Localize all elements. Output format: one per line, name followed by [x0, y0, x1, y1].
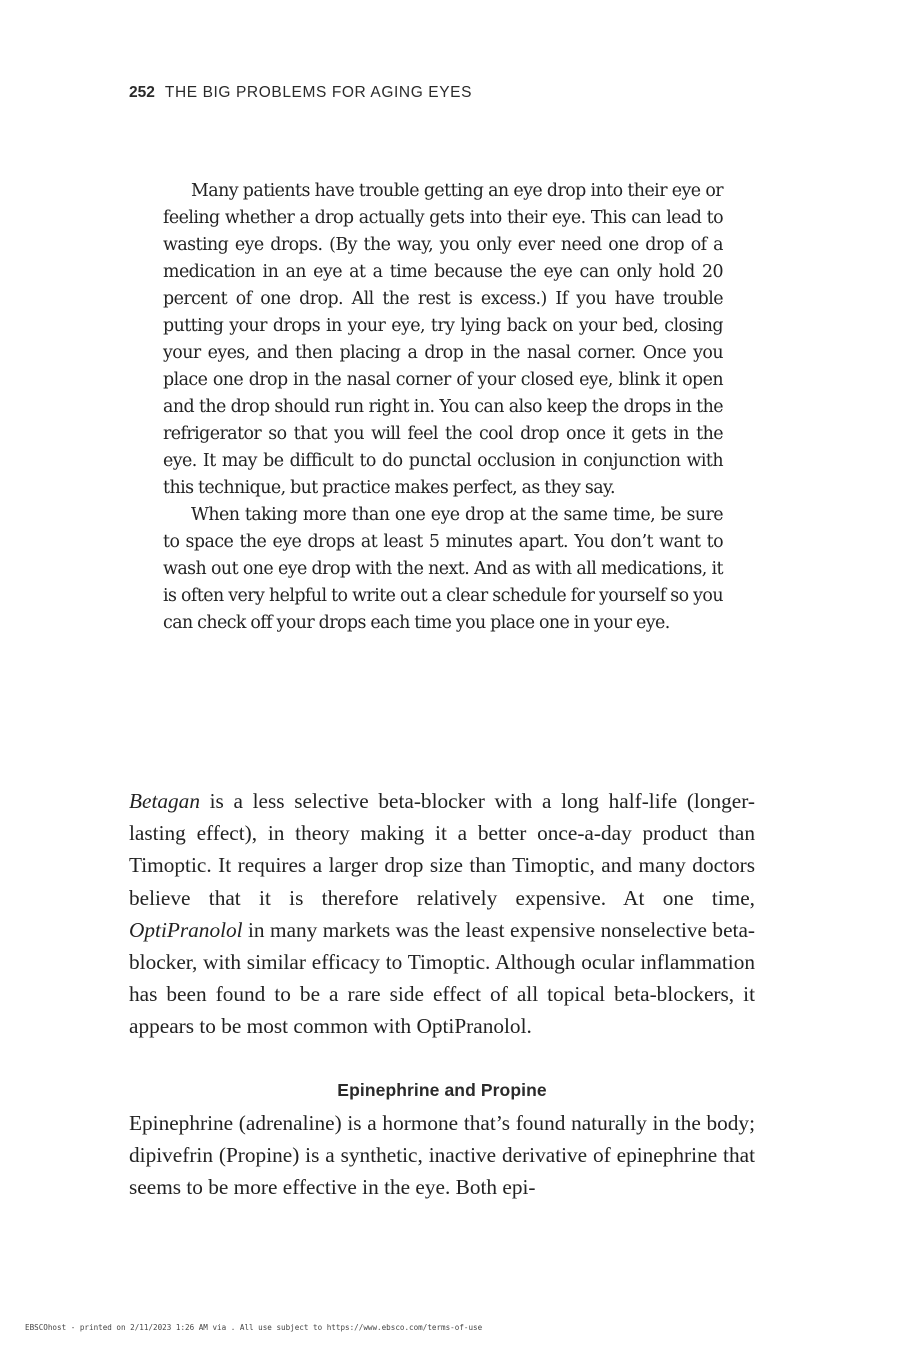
sidebar-paragraph: When taking more than one eye drop at the same time, be sure to space the eye drops at least 5 minutes apart. You don’t want to wash out one eye drop with the next. And as with all medications, it is often very helpful to write out a clear schedule for yourself so you can check off your drops each time you place one in your eye.	[163, 505, 723, 633]
body-text-span: is a less selective beta-blocker with a long half-life (longer-lasting effect), in theory making it a better once-a-day product than Timoptic. It requires a larger drop size than Timoptic, and many doctors believe that it is therefore relatively expensive. At one time,	[129, 789, 755, 910]
body-text-span: in many markets was the least expensive nonselective beta-blocker, with similar efficacy to Timoptic. Although ocular inflammation has been found to be a rare side effect of all topical beta-blockers, it appears to be most common with OptiPranolol.	[129, 917, 755, 1039]
eye-drop-tips-sidebar	[163, 178, 723, 637]
print-footer-note: EBSCOhost - printed on 2/11/2023 1:26 AM via . All use subject to https://www.ebsco.com/terms-of-use	[25, 1323, 483, 1332]
betagan-paragraph	[129, 785, 755, 1043]
body-paragraph: Epinephrine (adrenaline) is a hormone that’s found naturally in the body; dipivefrin (Propine) is a synthetic, inactive derivative of epinephrine that seems to be more effective in the eye. Both epi-	[129, 1111, 755, 1200]
sidebar-paragraph: Many patients have trouble getting an eye drop into their eye or feeling whether a drop actually gets into their eye. This can lead to wasting eye drops. (By the way, you only ever need one drop of a medication in an eye at a time because the eye can only hold 20 percent of one drop. All the rest is excess.) If you have trouble putting your drops in your eye, try lying back on your bed, closing your eyes, and then placing a drop in the nasal corner. Once you place one drop in the nasal corner of your closed eye, blink it open and the drop should run right in. You can also keep the drops in the refrigerator so that you will feel the cool drop once it gets in the eye. It may be difficult to do punctal occlusion in conjunction with this technique, but practice makes perfect, as they say.	[163, 181, 723, 498]
running-title: THE BIG PROBLEMS FOR AGING EYES	[164, 84, 473, 101]
drug-name-optipranolol: OptiPranolol	[129, 917, 243, 942]
running-header	[129, 84, 472, 102]
body-paragraph	[129, 785, 755, 1043]
epinephrine-paragraph	[129, 1107, 755, 1204]
section-heading: Epinephrine and Propine	[337, 1080, 547, 1100]
page-number: 252	[129, 84, 155, 101]
drug-name-betagan: Betagan	[129, 789, 200, 813]
